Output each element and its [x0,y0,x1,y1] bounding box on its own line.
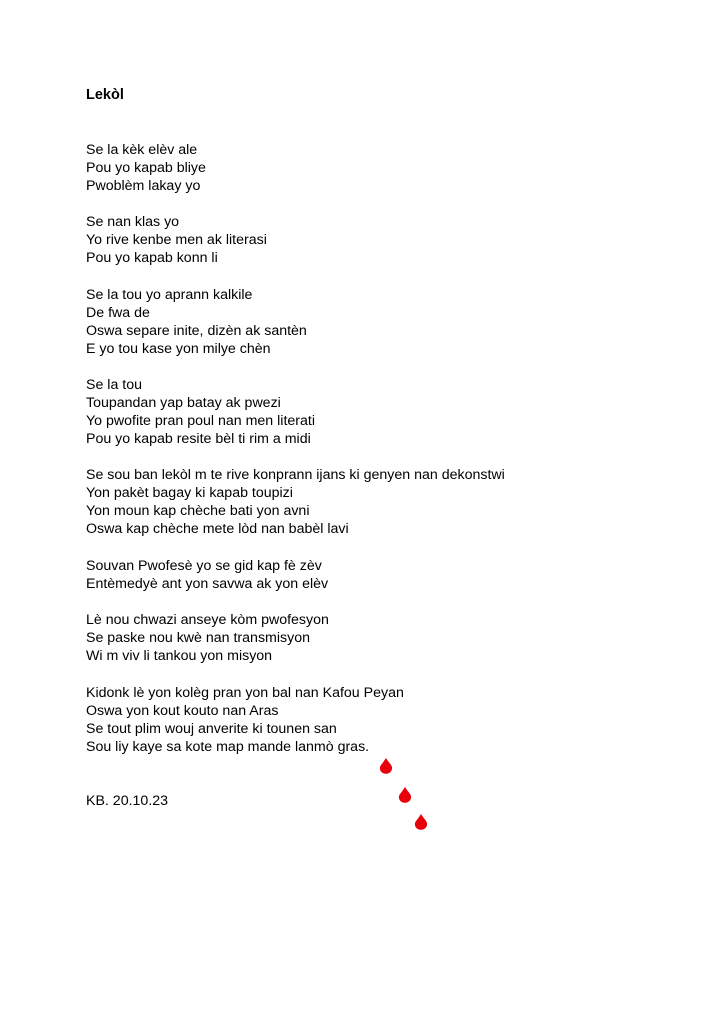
poem-line: Pwoblèm lakay yo [86,178,201,194]
poem-line: E yo tou kase yon milye chèn [86,341,271,357]
poem-line: Yon pakèt bagay ki kapab toupizi [86,485,293,501]
poem-line: Se tout plim wouj anverite ki tounen san [86,721,337,737]
stanza-8 [86,684,404,756]
poem-line: Se sou ban lekòl m te rive konprann ijans ki genyen nan dekonstwi [86,467,505,483]
poem-line: Se paske nou kwè nan transmisyon [86,630,310,646]
stanza-1 [86,141,206,195]
poem-line: Pou yo kapab konn li [86,250,218,266]
poem-line: Yo pwofite pran poul nan men literati [86,413,315,429]
poem-line: Yo rive kenbe men ak literasi [86,232,267,248]
signature-date: KB. 20.10.23 [86,793,169,809]
poem-line: Entèmedyè ant yon savwa ak yon elèv [86,576,329,592]
poem-line: Oswa kap chèche mete lòd nan babèl lavi [86,521,349,537]
stanza-3 [86,286,307,358]
poem-line: Yon moun kap chèche bati yon avni [86,503,310,519]
poem-line: Souvan Pwofesè yo se gid kap fè zèv [86,558,322,574]
poem-line: Se la kèk elèv ale [86,142,198,158]
poem-line: Kidonk lè yon kolèg pran yon bal nan Kafou Peyan [86,685,404,701]
poem-line: Se nan klas yo [86,214,180,230]
stanza-4 [86,376,315,448]
poem-line: Lè nou chwazi anseye kòm pwofesyon [86,612,329,628]
poem-line: Pou yo kapab bliye [86,160,206,176]
poem-line: Se la tou yo aprann kalkile [86,287,253,303]
stanza-2 [86,213,267,267]
poem-line: Oswa separe inite, dizèn ak santèn [86,323,307,339]
poem-title: Lekòl [86,87,124,103]
poem-line: De fwa de [86,305,150,321]
poem-line: Toupandan yap batay ak pwezi [86,395,281,411]
stanza-7 [86,611,329,665]
poem-line: Sou liy kaye sa kote map mande lanmò gras. [86,739,370,755]
poem-line: Se la tou [86,377,143,393]
blood-drop-icon [377,757,395,775]
stanza-5 [86,466,505,538]
poem-line: Oswa yon kout kouto nan Aras [86,703,279,719]
poem-line: Pou yo kapab resite bèl ti rim a midi [86,431,311,447]
blood-drop-icon [396,786,414,804]
poem-line: Wi m viv li tankou yon misyon [86,648,273,664]
blood-drop-icon [412,813,430,831]
stanza-6 [86,557,328,593]
